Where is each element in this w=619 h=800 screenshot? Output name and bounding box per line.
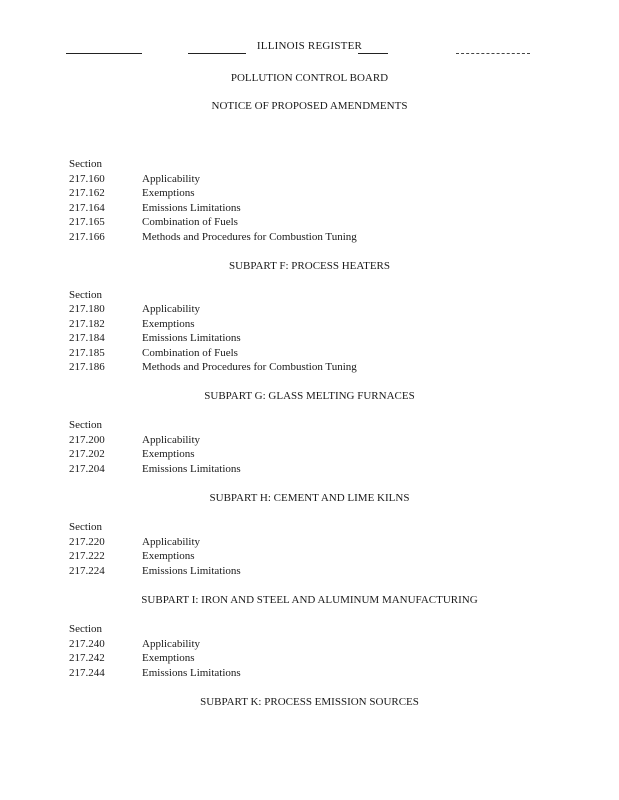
section-title: Exemptions <box>142 550 195 562</box>
section-number: 217.202 <box>69 448 105 460</box>
section-title: Combination of Fuels <box>142 216 238 228</box>
section-number: 217.224 <box>69 565 105 577</box>
section-number: 217.166 <box>69 231 105 243</box>
section-number: 217.182 <box>69 318 105 330</box>
subpart-f-heading: SUBPART F: PROCESS HEATERS <box>228 260 391 272</box>
section-title: Emissions Limitations <box>142 565 241 577</box>
section-title: Applicability <box>142 173 201 185</box>
section-number: 217.160 <box>69 173 105 185</box>
header-rule-mid-right <box>358 53 388 54</box>
page-header <box>0 40 619 56</box>
subpart-k-heading: SUBPART K: PROCESS EMISSION SOURCES <box>200 696 419 708</box>
section-title: Combination of Fuels <box>142 347 238 359</box>
agency-title: POLLUTION CONTROL BOARD <box>230 72 389 84</box>
header-rule-left <box>66 53 142 54</box>
section-title: Applicability <box>142 638 201 650</box>
section-label: Section <box>69 289 102 301</box>
section-number: 217.164 <box>69 202 105 214</box>
section-title: Exemptions <box>142 187 195 199</box>
section-label: Section <box>69 623 102 635</box>
header-rule-mid-left <box>188 53 246 54</box>
notice-title: NOTICE OF PROPOSED AMENDMENTS <box>211 100 408 112</box>
section-label: Section <box>69 521 102 533</box>
section-label: Section <box>69 419 102 431</box>
section-title: Exemptions <box>142 318 195 330</box>
section-label: Section <box>69 158 102 170</box>
section-number: 217.185 <box>69 347 105 359</box>
subpart-g-heading: SUBPART G: GLASS MELTING FURNACES <box>204 390 415 402</box>
section-title: Applicability <box>142 303 201 315</box>
section-title: Applicability <box>142 536 201 548</box>
section-title: Methods and Procedures for Combustion Tuning <box>142 361 357 373</box>
section-number: 217.162 <box>69 187 105 199</box>
section-number: 217.240 <box>69 638 105 650</box>
section-number: 217.200 <box>69 434 105 446</box>
section-title: Emissions Limitations <box>142 463 241 475</box>
section-number: 217.180 <box>69 303 105 315</box>
section-title: Emissions Limitations <box>142 667 241 679</box>
section-title: Emissions Limitations <box>142 202 241 214</box>
section-number: 217.242 <box>69 652 105 664</box>
section-number: 217.186 <box>69 361 105 373</box>
section-title: Methods and Procedures for Combustion Tuning <box>142 231 357 243</box>
subpart-h-heading: SUBPART H: CEMENT AND LIME KILNS <box>209 492 410 504</box>
section-number: 217.204 <box>69 463 105 475</box>
section-title: Exemptions <box>142 652 195 664</box>
section-number: 217.222 <box>69 550 105 562</box>
section-number: 217.165 <box>69 216 105 228</box>
register-title: ILLINOIS REGISTER <box>256 40 363 52</box>
section-number: 217.184 <box>69 332 105 344</box>
section-title: Applicability <box>142 434 201 446</box>
section-number: 217.244 <box>69 667 105 679</box>
section-title: Emissions Limitations <box>142 332 241 344</box>
subpart-i-heading: SUBPART I: IRON AND STEEL AND ALUMINUM MANUFACTURING <box>141 594 478 606</box>
section-title: Exemptions <box>142 448 195 460</box>
header-rule-right <box>456 53 530 54</box>
section-number: 217.220 <box>69 536 105 548</box>
